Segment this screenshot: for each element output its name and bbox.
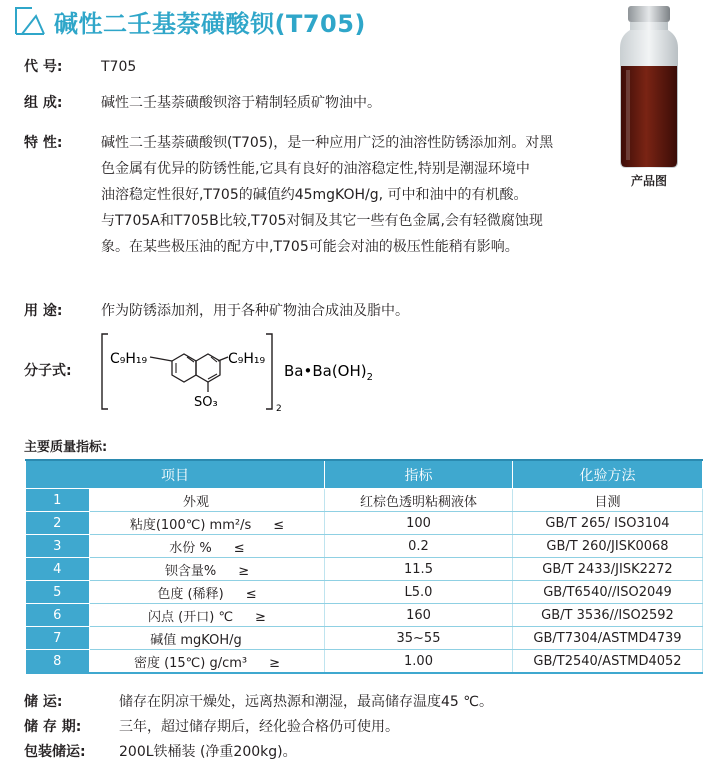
row-value: 100 <box>325 512 513 535</box>
row-method: GB/T 3536//ISO2592 <box>513 604 703 627</box>
usage-label: 用 途: <box>24 303 63 319</box>
table-row <box>26 489 703 512</box>
features-label: 特 性: <box>24 135 63 151</box>
code-value: T705 <box>101 59 137 75</box>
page-title: 碱性二壬基萘磺酸钡(T705) <box>54 9 366 38</box>
row-item <box>90 604 325 627</box>
row-method: 目测 <box>513 489 703 512</box>
row-number: 4 <box>26 558 90 581</box>
row-item <box>90 512 325 535</box>
header-value: 指标 <box>325 460 513 489</box>
spec-section-title: 主要质量指标: <box>24 440 108 455</box>
composition-value: 碱性二壬基萘磺酸钡溶于精制轻质矿物油中。 <box>101 95 381 111</box>
features-line: 碱性二壬基萘磺酸钡(T705)，是一种应用广泛的油溶性防锈添加剂。对黑 <box>101 135 554 151</box>
formula-tail <box>284 362 373 383</box>
row-item-text: 碱值 mgKOH/g <box>150 632 242 648</box>
formula-tail-main: Ba•Ba(OH) <box>284 362 367 380</box>
table-row <box>26 650 703 674</box>
row-value: 11.5 <box>325 558 513 581</box>
table-header-row <box>26 460 703 489</box>
row-symbol: ≤ <box>245 586 257 602</box>
usage-value: 作为防锈添加剂，用于各种矿物油合成油及脂中。 <box>101 303 409 319</box>
formula-tail-subscript: 2 <box>366 372 373 383</box>
table-row <box>26 512 703 535</box>
row-method: GB/T 2433/JISK2272 <box>513 558 703 581</box>
table-row <box>26 558 703 581</box>
row-number: 8 <box>26 650 90 674</box>
page-header <box>14 4 366 38</box>
package-label: 包装储运: <box>24 744 86 760</box>
bracket-subscript: 2 <box>276 404 282 413</box>
row-number: 2 <box>26 512 90 535</box>
row-method: GB/T 265/ ISO3104 <box>513 512 703 535</box>
row-symbol: ≥ <box>269 655 281 671</box>
package-value: 200L铁桶装 (净重200kg)。 <box>119 744 297 760</box>
row-method: GB/T6540//ISO2049 <box>513 581 703 604</box>
row-value: 0.2 <box>325 535 513 558</box>
shelf-life-value: 三年，超过储存期后，经化验合格仍可使用。 <box>119 719 399 735</box>
row-method: GB/T 260/JISK0068 <box>513 535 703 558</box>
table-row <box>26 604 703 627</box>
row-item-text: 水份 % <box>169 540 212 556</box>
row-number: 5 <box>26 581 90 604</box>
row-number: 3 <box>26 535 90 558</box>
row-item <box>90 627 325 650</box>
row-item-text: 钡含量% <box>164 563 217 579</box>
structural-formula <box>100 331 400 413</box>
row-number: 6 <box>26 604 90 627</box>
storage-value: 储存在阴凉干燥处，远离热源和潮湿，最高储存温度45 ℃。 <box>119 694 493 710</box>
formula-label: 分子式: <box>24 363 72 379</box>
row-item <box>90 489 325 512</box>
row-symbol: ≤ <box>273 517 285 533</box>
row-value: 红棕色透明粘稠液体 <box>325 489 513 512</box>
row-method: GB/T2540/ASTMD4052 <box>513 650 703 674</box>
features-text <box>101 130 581 260</box>
product-bottle-image <box>608 4 690 170</box>
row-method: GB/T7304/ASTMD4739 <box>513 627 703 650</box>
row-symbol: ≥ <box>255 609 266 625</box>
row-item-text: 外观 <box>182 494 209 510</box>
row-item-text: 密度 (15℃) g/cm³ <box>133 655 248 671</box>
row-value: 160 <box>325 604 513 627</box>
product-caption: 产品图 <box>630 174 667 188</box>
features-line: 油溶稳定性很好,T705的碱值约45mgKOH/g, 可中和油中的有机酸。 <box>101 187 528 203</box>
table-row <box>26 627 703 650</box>
row-item <box>90 558 325 581</box>
row-item-text: 粘度(100℃) mm²/s <box>129 517 252 533</box>
composition-label: 组 成: <box>24 95 63 111</box>
title-corner-icon <box>14 6 46 36</box>
row-value: 1.00 <box>325 650 513 674</box>
table-row <box>26 535 703 558</box>
table-row <box>26 581 703 604</box>
right-alkyl-group: C₉H₁₉ <box>228 351 266 367</box>
spec-table <box>25 459 703 674</box>
header-item: 项目 <box>26 460 325 489</box>
row-symbol: ≤ <box>233 540 245 556</box>
row-item-text: 色度 (稀释) <box>157 586 224 602</box>
features-line: 象。在某些极压油的配方中,T705可能会对油的极压性能稍有影响。 <box>101 239 519 255</box>
storage-label: 储 运: <box>24 694 63 710</box>
row-item <box>90 535 325 558</box>
row-value: L5.0 <box>325 581 513 604</box>
left-alkyl-group: C₉H₁₉ <box>110 351 148 367</box>
row-item <box>90 581 325 604</box>
row-value: 35~55 <box>325 627 513 650</box>
shelf-life-label: 储 存 期: <box>24 719 82 735</box>
row-item <box>90 650 325 674</box>
sulfonate-group: SO₃ <box>194 395 218 410</box>
header-method: 化验方法 <box>513 460 703 489</box>
features-line: 与T705A和T705B比较,T705对铜及其它一些有色金属,会有轻微腐蚀现 <box>101 213 543 229</box>
row-number: 1 <box>26 489 90 512</box>
row-number: 7 <box>26 627 90 650</box>
row-symbol: ≥ <box>238 563 250 579</box>
row-item-text: 闪点 (开口) ℃ <box>148 609 234 625</box>
code-label: 代 号: <box>24 59 63 75</box>
features-line: 色金属有优异的防锈性能,它具有良好的油溶稳定性,特别是潮湿环境中 <box>101 161 530 177</box>
